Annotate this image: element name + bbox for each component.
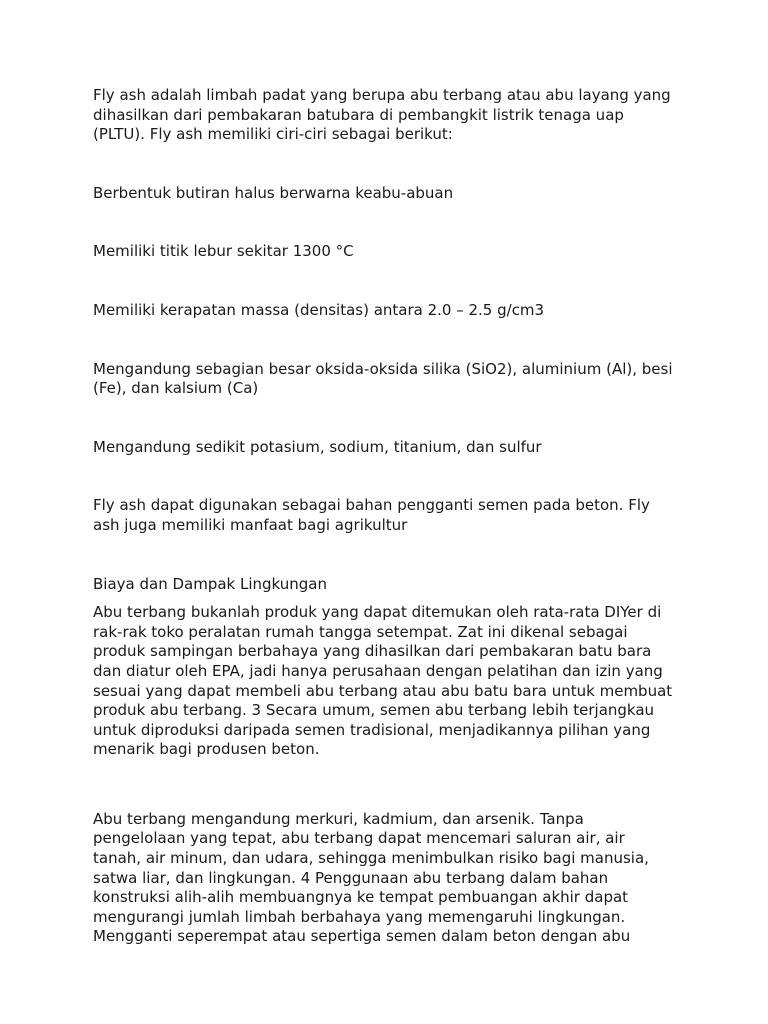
usage-paragraph: Fly ash dapat digunakan sebagai bahan pengganti semen pada beton. Fly ash juga memiliki manfaat bagi agrikultur <box>93 496 650 534</box>
environment-paragraph: Abu terbang mengandung merkuri, kadmium, dan arsenik. Tanpa pengelolaan yang tepat, abu terbang dapat mencemari saluran air, air tanah, air minum, dan udara, sehingga menimbulkan risiko bagi manusia, satwa liar, dan lingkungan. 4 Penggunaan abu terbang dalam bahan konstruksi alih-alih membuangnya ke tempat pembuangan akhir dapat mengurangi jumlah limbah berbahaya yang memengaruhi lingkungan. Mengganti seperempat atau sepertiga semen dalam beton dengan abu <box>93 809 649 946</box>
characteristic-item: Mengandung sedikit potasium, sodium, titanium, dan sulfur <box>93 437 542 456</box>
section-heading: Biaya dan Dampak Lingkungan <box>93 574 328 593</box>
characteristic-item: Mengandung sebagian besar oksida-oksida silika (SiO2), aluminium (Al), besi (Fe), dan kalsium (Ca) <box>93 359 673 398</box>
characteristic-item: Memiliki kerapatan massa (densitas) antara 2.0 – 2.5 g/cm3 <box>93 300 545 319</box>
intro-paragraph: Fly ash adalah limbah padat yang berupa abu terbang atau abu layang yang dihasilkan dari pembakaran batubara di pembangkit listrik tenaga uap (PLTU). Fly ash memiliki ciri-ciri sebagai berikut: <box>93 86 671 144</box>
cost-paragraph: Abu terbang bukanlah produk yang dapat ditemukan oleh rata-rata DIYer di rak-rak toko peralatan rumah tangga setempat. Zat ini dikenal sebagai produk sampingan berbahaya yang dihasilkan dari pembakaran batu bara dan diatur oleh EPA, jadi hanya perusahaan dengan pelatihan dan izin yang sesuai yang dapat membeli abu terbang atau abu batu bara untuk membuat produk abu terbang. 3 Secara umum, semen abu terbang lebih terjangkau untuk diproduksi daripada semen tradisional, menjadikannya pilihan yang menarik bagi produsen beton. <box>93 603 673 759</box>
characteristic-item: Berbentuk butiran halus berwarna keabu-abuan <box>93 183 454 202</box>
characteristic-item: Memiliki titik lebur sekitar 1300 °C <box>93 242 354 261</box>
